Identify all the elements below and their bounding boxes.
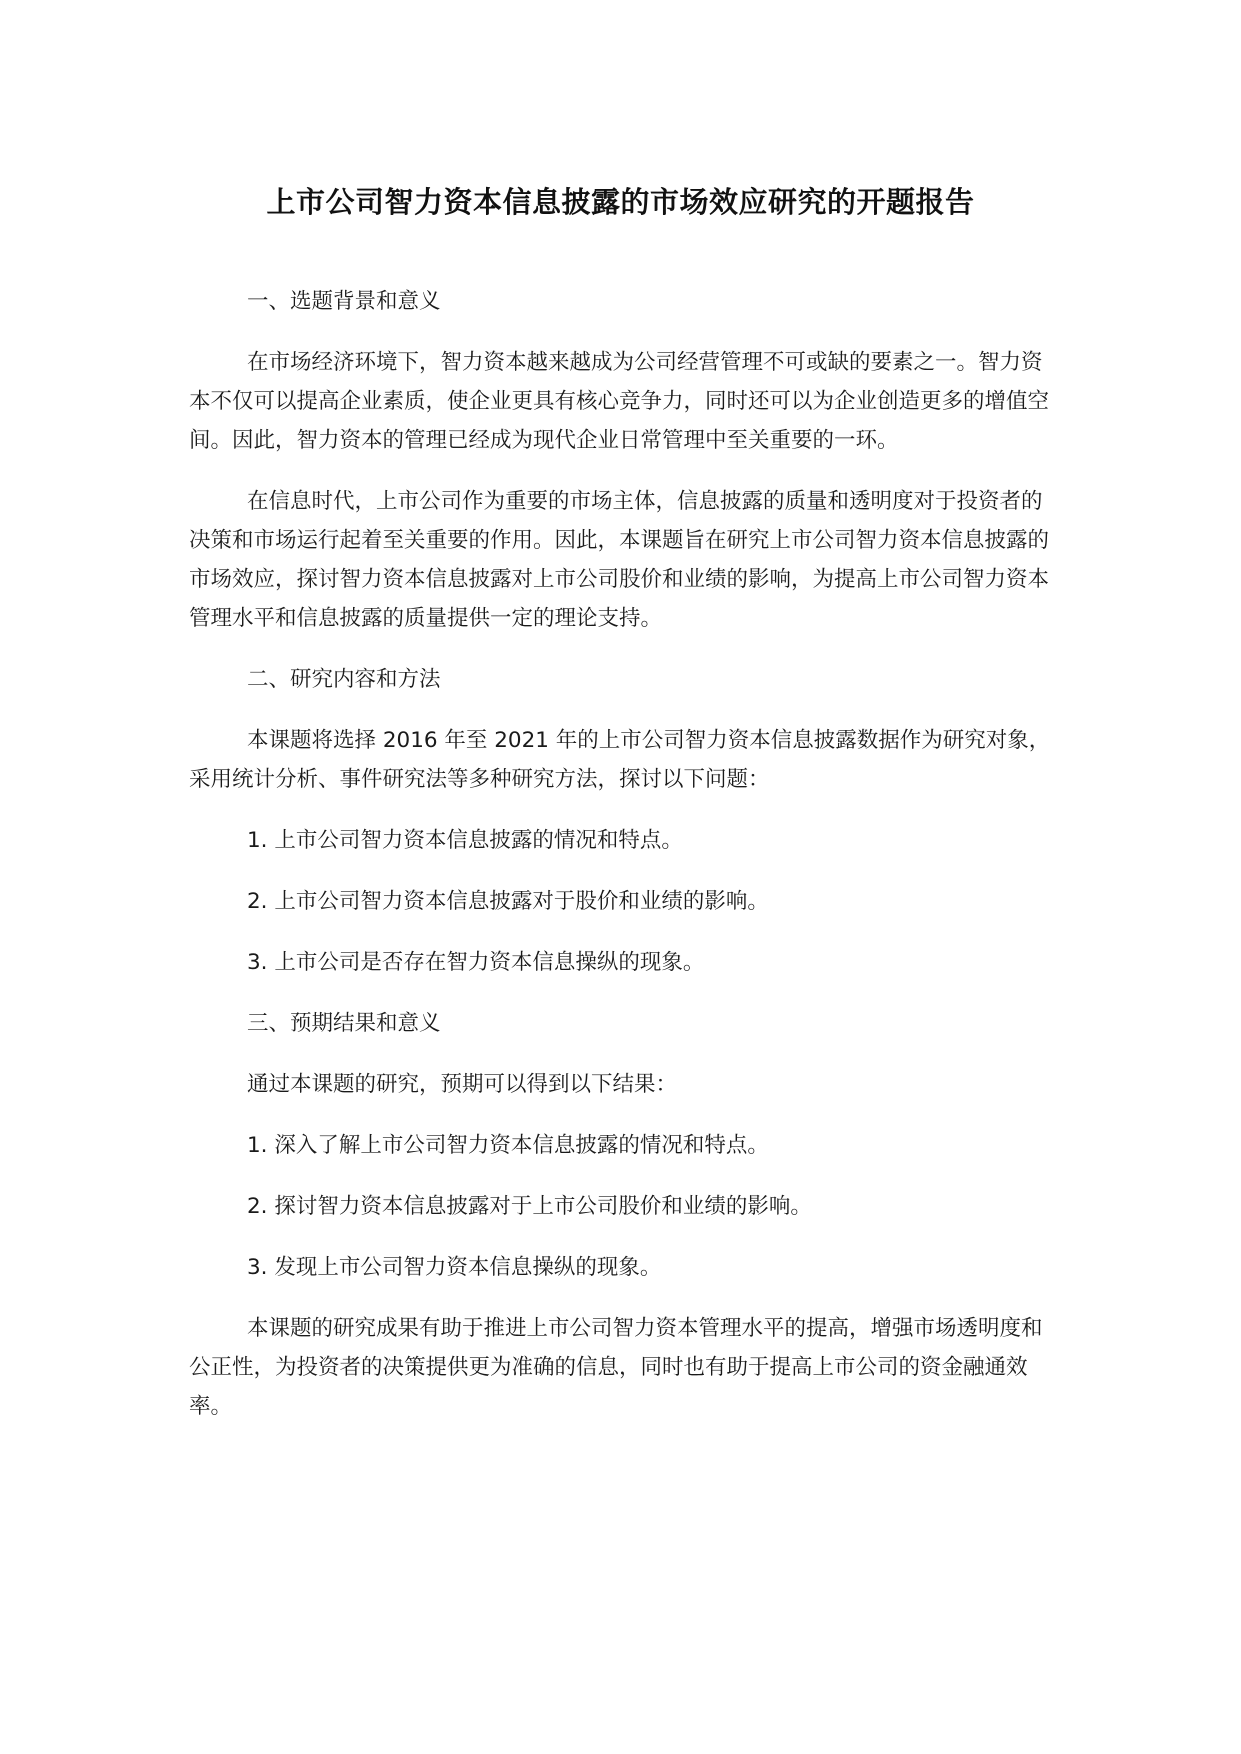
- paragraph-significance: 本课题的研究成果有助于推进上市公司智力资本管理水平的提高，增强市场透明度和公正性，为投资者的决策提供更为准确的信息，同时也有助于提高上市公司的资金融通效率。: [189, 1316, 1043, 1419]
- paragraph-research-content: 本课题将选择 2016 年至 2021 年的上市公司智力资本信息披露数据作为研究对象，采用统计分析、事件研究法等多种研究方法，探讨以下问题：: [189, 728, 1051, 792]
- document-body: [189, 282, 1059, 1448]
- research-question-item: 2. 上市公司智力资本信息披露对于股价和业绩的影响。: [247, 889, 769, 914]
- paragraph-background-2: 在信息时代，上市公司作为重要的市场主体，信息披露的质量和透明度对于投资者的决策和市场运行起着至关重要的作用。因此，本课题旨在研究上市公司智力资本信息披露的市场效应，探讨智力资本信息披露对上市公司股价和业绩的影响，为提高上市公司智力资本管理水平和信息披露的质量提供一定的理论支持。: [189, 489, 1050, 631]
- document-title: 上市公司智力资本信息披露的市场效应研究的开题报告: [266, 185, 975, 219]
- expected-result-item: 2. 探讨智力资本信息披露对于上市公司股价和业绩的影响。: [247, 1194, 812, 1219]
- section-heading-expected-results: 三、预期结果和意义: [247, 1011, 441, 1036]
- expected-result-item: 1. 深入了解上市公司智力资本信息披露的情况和特点。: [247, 1133, 769, 1158]
- section-heading-research-content: 二、研究内容和方法: [247, 667, 441, 692]
- research-question-item: 3. 上市公司是否存在智力资本信息操纵的现象。: [247, 950, 705, 975]
- paragraph-background-1: 在市场经济环境下，智力资本越来越成为公司经营管理不可或缺的要素之一。智力资本不仅可以提高企业素质，使企业更具有核心竞争力，同时还可以为企业创造更多的增值空间。因此，智力资本的管理已经成为现代企业日常管理中至关重要的一环。: [189, 350, 1050, 453]
- paragraph-expected-intro: 通过本课题的研究，预期可以得到以下结果：: [247, 1072, 678, 1097]
- expected-result-item: 3. 发现上市公司智力资本信息操纵的现象。: [247, 1255, 662, 1280]
- research-question-item: 1. 上市公司智力资本信息披露的情况和特点。: [247, 828, 683, 853]
- section-heading-background: 一、选题背景和意义: [247, 289, 441, 314]
